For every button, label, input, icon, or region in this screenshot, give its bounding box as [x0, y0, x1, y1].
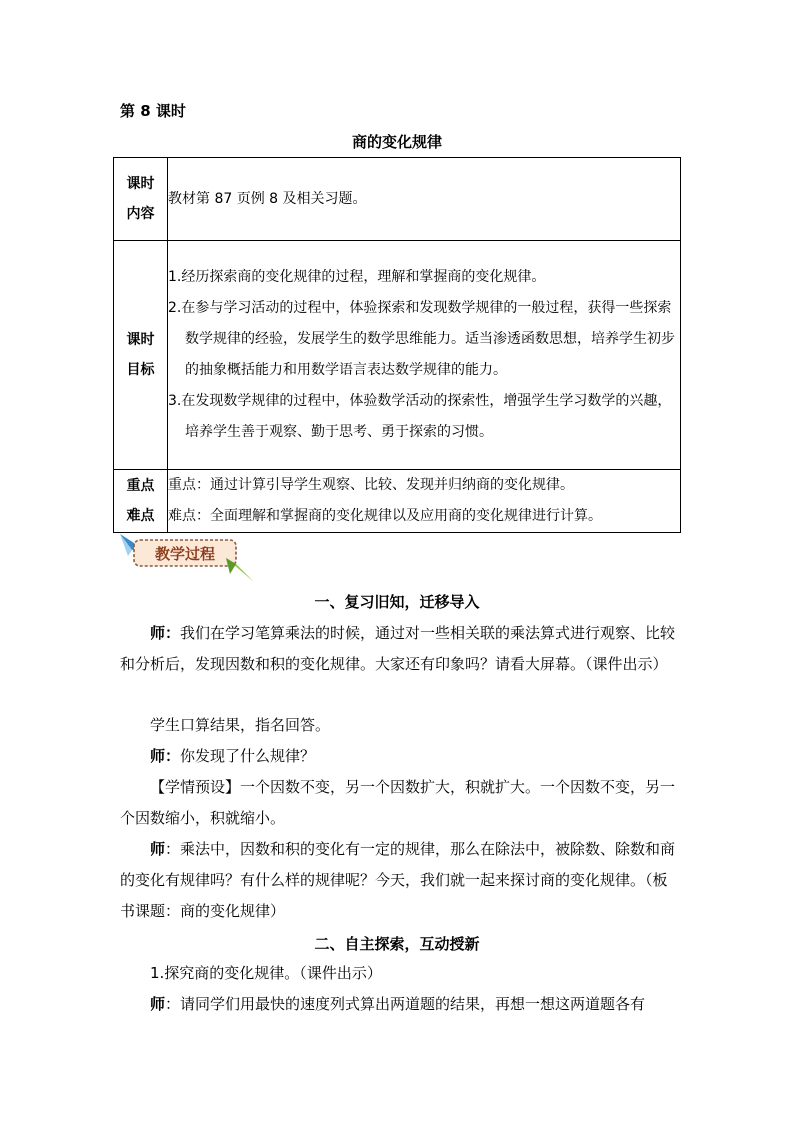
- content-label: [114, 158, 168, 241]
- paragraph-1: [120, 618, 682, 680]
- table-row-content: [114, 158, 681, 241]
- paragraph-5-text: ：乘法中，因数和积的变化有一定的规律，那么在除法中，被除数、除数和商的变化有规律吗？有什么样的规律呢？今天，我们就一起来探讨商的变化规律。（板书课题：商的变化规律）: [120, 840, 676, 920]
- goal-item-1: 1.经历探索商的变化规律的过程，理解和掌握商的变化规律。: [168, 269, 546, 285]
- goal-item-2: 2.在参与学习活动的过程中，体验探索和发现数学规律的一般过程，获得一些探索数学规律的经验，发展学生的数学思维能力。适当渗透函数思想，培养学生初步的抽象概括能力和用数学语言表达数学规律的能力。: [168, 300, 675, 378]
- paragraph-1-text: 我们在学习笔算乘法的时候，通过对一些相关联的乘法算式进行观察、比较和分析后，发现因数和积的变化规律。大家还有印象吗？请看大屏幕。（课件出示）: [120, 624, 676, 673]
- speaker-teacher: 师：: [150, 747, 181, 765]
- badge-text: 教学过程: [154, 545, 216, 563]
- paragraph-3: [120, 741, 682, 772]
- table-row-key-points: [114, 470, 681, 533]
- section1-title: 一、复习旧知，迁移导入: [314, 593, 480, 611]
- paragraph-2: 学生口算结果，指名回答。: [150, 716, 331, 734]
- key-points-value: [168, 470, 681, 533]
- section2-title: 二、自主探索，互动授新: [314, 935, 480, 953]
- lesson-number: 第 8 课时: [120, 102, 186, 120]
- key-points-label-line1: 重点: [126, 478, 155, 494]
- goal-item-3: 3.在发现数学规律的过程中，体验数学活动的探索性，增强学生学习数学的兴趣，培养学生善于观察、勤于思考、勇于探索的习惯。: [168, 393, 672, 440]
- table-row-goals: [114, 241, 681, 470]
- lesson-title: 商的变化规律: [351, 133, 442, 151]
- goals-label-line2: 目标: [126, 362, 155, 378]
- goals-value: [168, 241, 681, 470]
- paragraph-5: [120, 834, 682, 927]
- lesson-info-table: [113, 157, 681, 533]
- key-points-label: [114, 470, 168, 533]
- key-points-label-line2: 难点: [126, 508, 155, 524]
- speaker-teacher: 师: [150, 840, 166, 858]
- paragraph-7: [120, 989, 682, 1020]
- difficult-point: 难点：全面理解和掌握商的变化规律以及应用商的变化规律进行计算。: [168, 508, 602, 524]
- content-label-line1: 课时: [126, 176, 155, 192]
- paragraph-7-text: ：请同学们用最快的速度列式算出两道题的结果，再想一想这两道题各有: [165, 995, 646, 1013]
- teaching-process-badge: [118, 526, 258, 584]
- speaker-teacher: 师: [150, 995, 166, 1013]
- goals-label-line1: 课时: [126, 332, 155, 348]
- paragraph-4: 【学情预设】一个因数不变，另一个因数扩大，积就扩大。一个因数不变，另一个因数缩小，积就缩小。: [120, 778, 676, 827]
- content-label-line2: 内容: [126, 206, 155, 222]
- key-point: 重点：通过计算引导学生观察、比较、发现并归纳商的变化规律。: [168, 477, 574, 493]
- paragraph-3-text: 你发现了什么规律？: [180, 747, 316, 765]
- paragraph-6: 1.探究商的变化规律。（课件出示）: [150, 964, 382, 982]
- speaker-teacher: 师：: [150, 624, 181, 642]
- goals-label: [114, 241, 168, 470]
- content-value: 教材第 87 页例 8 及相关习题。: [168, 158, 681, 241]
